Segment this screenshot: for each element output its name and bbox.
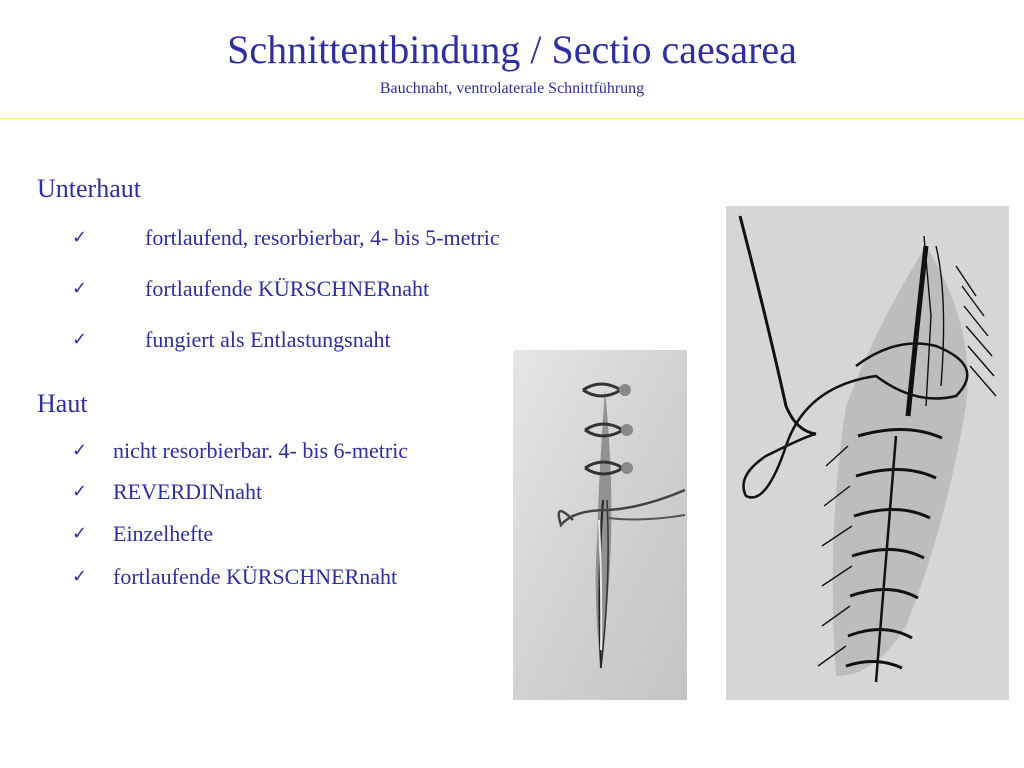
suture-illustration-continuous xyxy=(726,206,1009,700)
slide-subtitle: Bauchnaht, ventrolaterale Schnittführung xyxy=(379,80,645,97)
title-divider xyxy=(0,118,1024,119)
suture-illustration-interrupted xyxy=(513,350,687,700)
list-item-text: Einzelhefte xyxy=(113,521,214,546)
check-icon: ✓ xyxy=(72,566,88,587)
slide-title: Schnittentbindung / Sectio caesarea xyxy=(227,27,797,72)
list-item-text: nicht resorbierbar. 4- bis 6-metric xyxy=(113,438,409,463)
list-item-text: fortlaufende KÜRSCHNERnaht xyxy=(113,564,398,589)
list-item-text: REVERDINnaht xyxy=(113,479,263,504)
check-icon: ✓ xyxy=(72,440,88,461)
check-icon: ✓ xyxy=(72,329,88,350)
section-heading-unterhaut: Unterhaut xyxy=(37,174,141,203)
list-item-text: fungiert als Entlastungsnaht xyxy=(145,327,391,352)
check-icon: ✓ xyxy=(72,523,88,544)
list-item-text: fortlaufend, resorbierbar, 4- bis 5-metric xyxy=(145,225,500,250)
list-item-text: fortlaufende KÜRSCHNERnaht xyxy=(145,276,430,301)
check-icon: ✓ xyxy=(72,481,88,502)
check-icon: ✓ xyxy=(72,278,88,299)
check-icon: ✓ xyxy=(72,227,88,248)
section-heading-haut: Haut xyxy=(37,389,88,418)
